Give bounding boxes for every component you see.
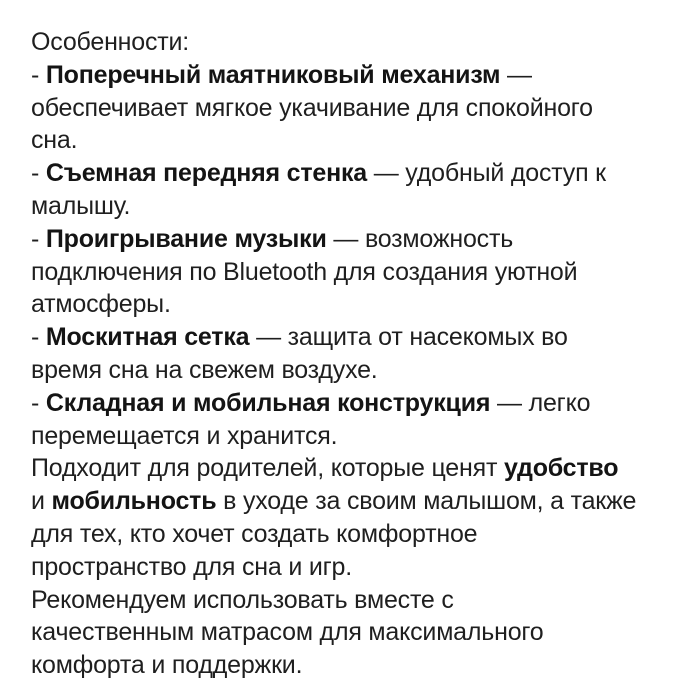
feature-5-line-1 (31, 387, 681, 420)
feature-3-title: Проигрывание музыки (45, 224, 327, 253)
feature-2-text-1: — удобный доступ к (367, 159, 606, 188)
suitable-bold-convenience: удобство (503, 454, 619, 483)
feature-1-dash: - (31, 60, 46, 89)
feature-4-title: Москитная сетка (45, 323, 250, 352)
feature-2-title: Съемная передняя стенка (45, 159, 367, 188)
feature-5-text-1: — легко (490, 388, 591, 417)
suitable-line-3: для тех, кто хочет создать комфортное (31, 519, 478, 548)
suitable-text-2b: в уходе за своим малышом, а также (216, 487, 637, 516)
feature-4-dash: - (31, 323, 46, 352)
suitable-text-1: Подходит для родителей, которые ценят (31, 454, 504, 483)
feature-1-line-2: обеспечивает мягкое укачивание для спокойного (31, 93, 593, 122)
recommend-line-2: качественным матрасом для максимального (31, 618, 544, 647)
suitable-line-1 (31, 452, 681, 485)
feature-4-line-2: время сна на свежем воздухе. (31, 355, 378, 384)
feature-4-text-1: — защита от насекомых во (249, 323, 568, 352)
feature-1-text-1: — (500, 60, 532, 89)
suitable-line-2 (31, 485, 681, 518)
feature-1-title: Поперечный маятниковый механизм (45, 60, 501, 89)
recommend-line-3: комфорта и поддержки. (31, 651, 303, 680)
feature-1-line-3: сна. (31, 126, 78, 155)
feature-5-title: Складная и мобильная конструкция (45, 388, 491, 417)
feature-3-line-2: подключения по Bluetooth для создания уютной (31, 257, 578, 286)
suitable-line-4: пространство для сна и игр. (31, 552, 352, 581)
feature-2-line-1 (31, 157, 681, 190)
feature-5-line-2: перемещается и хранится. (31, 421, 338, 450)
recommend-line-1: Рекомендуем использовать вместе с (31, 585, 454, 614)
feature-2-dash: - (31, 159, 46, 188)
feature-3-line-1 (31, 223, 681, 256)
feature-3-line-3: атмосферы. (31, 290, 171, 319)
feature-4-line-1 (31, 321, 681, 354)
product-description (31, 26, 681, 682)
feature-1-line-1 (31, 59, 681, 92)
suitable-text-2a: и (31, 487, 52, 516)
feature-3-text-1: — возможность (326, 224, 514, 253)
feature-3-dash: - (31, 224, 46, 253)
feature-2-line-2: малышу. (31, 191, 131, 220)
feature-5-dash: - (31, 388, 46, 417)
suitable-bold-mobility: мобильность (51, 487, 217, 516)
features-heading: Особенности: (31, 28, 190, 56)
